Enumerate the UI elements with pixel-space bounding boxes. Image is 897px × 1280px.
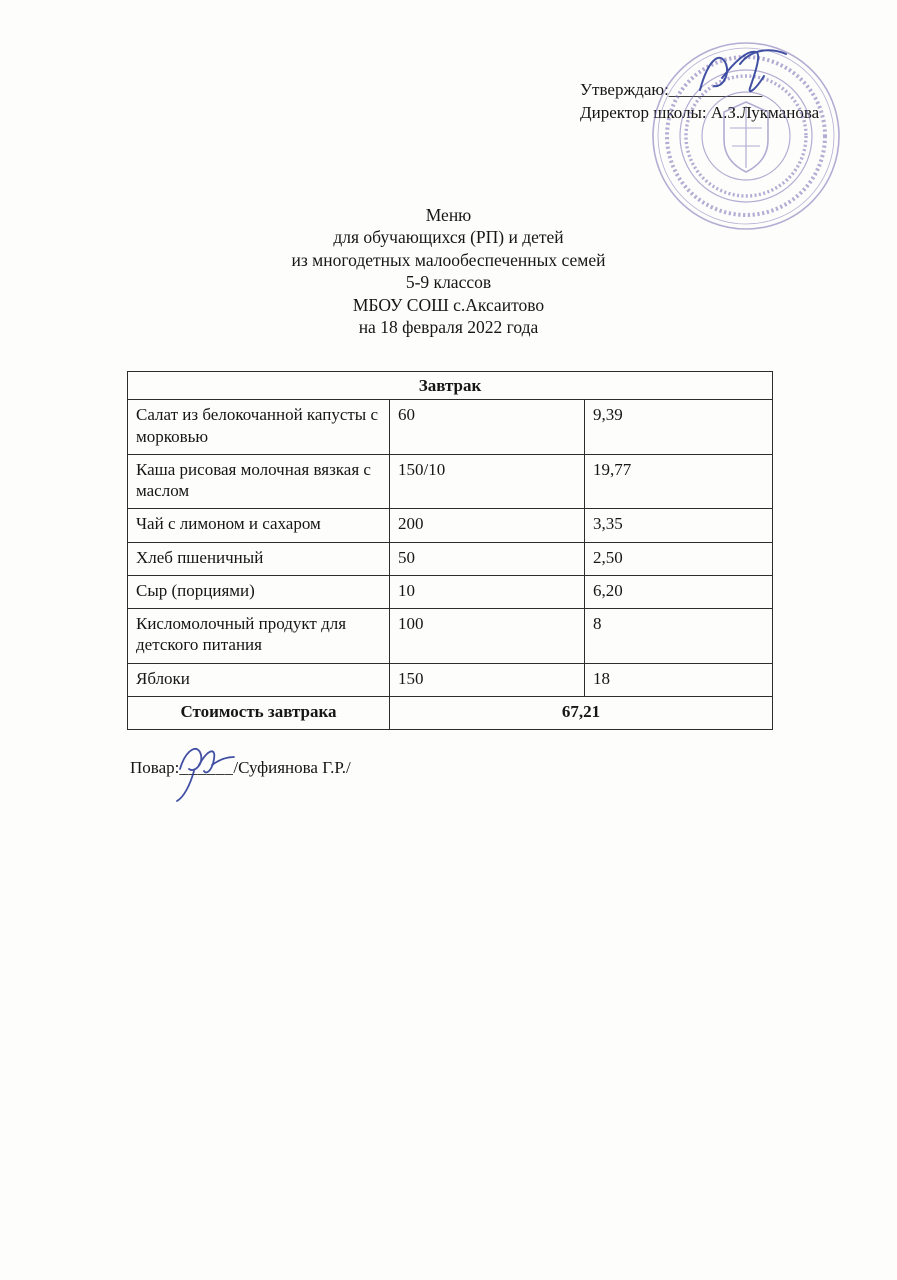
cook-blank: ______: [179, 758, 234, 777]
cell-portion: 150: [390, 663, 585, 696]
menu-title-line: 5-9 классов: [405, 272, 492, 293]
cell-price: 2,50: [585, 542, 773, 575]
table-row: [128, 609, 773, 664]
cell-dish-name: Яблоки: [128, 663, 390, 696]
cell-portion: 50: [390, 542, 585, 575]
cell-portion: 10: [390, 575, 585, 608]
table-row: [128, 454, 773, 509]
cook-name: /Суфиянова Г.Р./: [233, 758, 351, 777]
breakfast-header: Завтрак: [128, 372, 773, 400]
menu-title-line: на 18 февраля 2022 года: [358, 316, 539, 337]
cook-label: Повар:: [130, 758, 180, 777]
cell-dish-name: Каша рисовая молочная вязкая с маслом: [128, 454, 390, 509]
cell-price: 9,39: [585, 400, 773, 455]
total-value: 67,21: [390, 696, 773, 729]
table-row: [128, 509, 773, 542]
menu-title-line: из многодетных малообеспеченных семей: [291, 249, 606, 270]
approval-label: Утверждаю:___________: [580, 80, 763, 99]
cell-portion: 100: [390, 609, 585, 664]
menu-title-line: Меню: [425, 205, 472, 225]
cell-price: 18: [585, 663, 773, 696]
approval-block: [580, 78, 819, 125]
cell-portion: 200: [390, 509, 585, 542]
menu-table: [127, 371, 773, 730]
table-total-row: [128, 696, 773, 729]
cell-dish-name: Хлеб пшеничный: [128, 542, 390, 575]
table-row: [128, 663, 773, 696]
cell-portion: 150/10: [390, 454, 585, 509]
table-row: [128, 575, 773, 608]
cell-price: 8: [585, 609, 773, 664]
cell-price: 6,20: [585, 575, 773, 608]
cell-price: 19,77: [585, 454, 773, 509]
cook-line: [130, 758, 351, 778]
table-row: [128, 400, 773, 455]
cell-dish-name: Салат из белокочанной капусты с морковью: [128, 400, 390, 455]
table-row: [128, 542, 773, 575]
cell-price: 3,35: [585, 509, 773, 542]
cell-dish-name: Сыр (порциями): [128, 575, 390, 608]
director-line: Директор школы: А.З.Лукманова: [580, 103, 820, 123]
menu-title-line: для обучающихся (РП) и детей: [333, 227, 564, 248]
total-label: Стоимость завтрака: [128, 696, 390, 729]
cell-portion: 60: [390, 400, 585, 455]
cell-dish-name: Кисломолочный продукт для детского питания: [128, 609, 390, 664]
table-header-row: [128, 372, 773, 400]
menu-title-line: МБОУ СОШ с.Аксаитово: [352, 294, 545, 315]
cell-dish-name: Чай с лимоном и сахаром: [128, 509, 390, 542]
menu-title: [0, 204, 897, 338]
